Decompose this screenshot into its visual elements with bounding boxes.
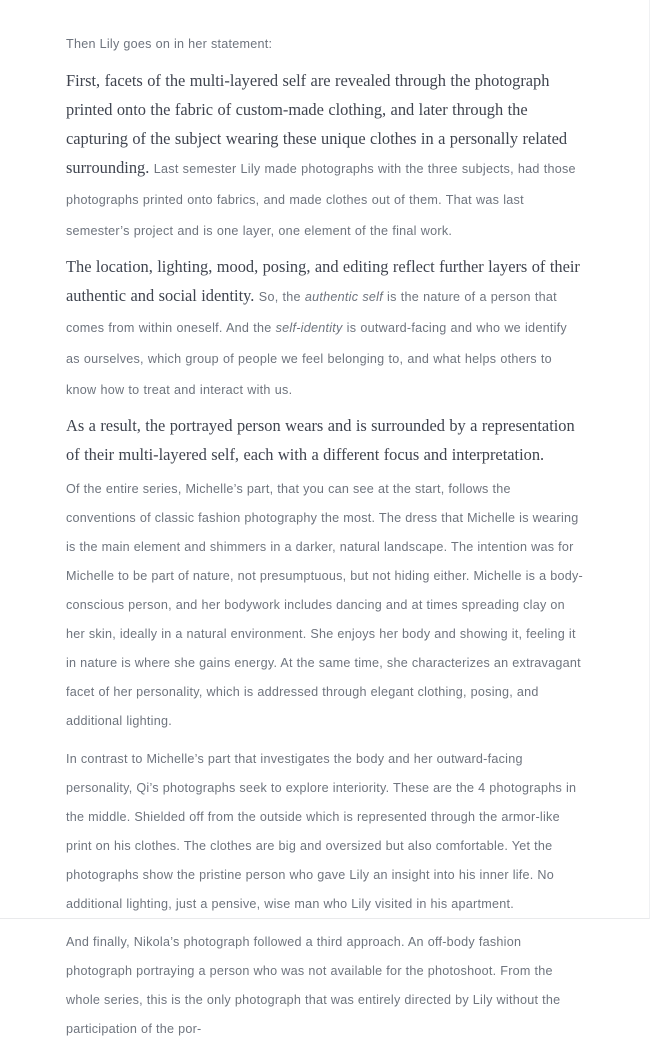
statement-2-serif-lead: The location, lighting, mood, posing, and editing reflect further layers of their authentic and social identity. [66,257,580,305]
emphasis-authentic-self: authentic self [304,290,383,304]
body-paragraph-qi: In contrast to Michelle’s part that investigates the body and her outward-facing personality, Qi’s photographs seek to explore interiority. These are the 4 photographs in the middle. Shielded off from the outside which is represented through the armor-like print on his clothes. The clothes are big and oversized but also comfortable. Yet the photographs show the pristine person who gave Lily an insight into his inner life. No additional lighting, just a pensive, wise man who Lily visited in his apartment. [66,752,577,911]
statement-paragraph-3: As a result, the portrayed person wears and is surrounded by a representation of their multi-layered self, each with a different focus and interpretation. [66,416,575,464]
page-content [66,30,584,1044]
emphasis-self-identity: self-identity [275,321,343,335]
body-paragraph-michelle: Of the entire series, Michelle’s part, that you can see at the start, follows the conventions of classic fashion photography the most. The dress that Michelle is wearing is the main element and shimmers in a darker, natural landscape. The intention was for Michelle to be part of nature, not presumptuous, but not hiding either. Michelle is a body-conscious person, and her bodywork includes dancing and at times spreading clay on her skin, ideally in a natural environment. She enjoys her body and showing it, feeling it in nature is where she gains energy. At the same time, she characterizes an extravagant facet of her personality, which is addressed through elegant clothing, posing, and additional lighting. [66,482,583,728]
statement-2-sans-part-1: So, the [258,290,305,304]
statement-2-sans-part-2: is the nature of a person that comes from within oneself. And the [66,290,557,335]
intro-line: Then Lily goes on in her statement: [66,37,273,51]
spacer [66,736,584,745]
statement-2-sans-part-3: is outward-facing and who we identify as ourselves, which group of people we feel belonging to, and what helps others to know how to treat and interact with us. [66,321,567,397]
statement-paragraph-2 [66,252,584,405]
body-paragraph-nikola: And finally, Nikola’s photograph followed a third approach. An off-body fashion photograph portraying a person who was not available for the photoshoot. From the whole series, this is the only photograph that was entirely directed by Lily without the participation of the por- [66,935,561,1036]
spacer [66,59,584,66]
spacer [66,919,584,928]
statement-paragraph-1 [66,66,584,246]
statement-1-sans-tail: Last semester Lily made photographs with the three subjects, had those photographs printed onto fabrics, and made clothes out of them. That was last semester’s project and is one layer, one element of the final work. [66,162,576,238]
statement-1-serif-lead: First, facets of the multi-layered self are revealed through the photograph printed onto the fabric of custom-made clothing, and later through the capturing of the subject wearing these unique clothes in a personally related surrounding. [66,71,568,177]
